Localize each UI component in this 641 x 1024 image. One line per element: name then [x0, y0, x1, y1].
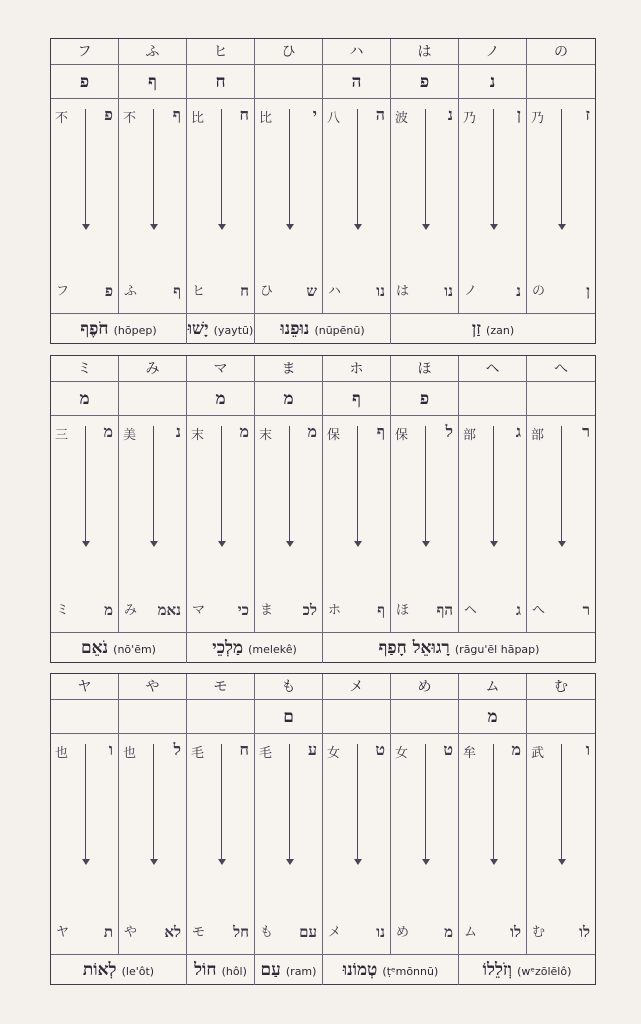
derivation-cell [391, 99, 459, 313]
kana-header-cell: ハ [323, 39, 391, 65]
kana-header-cell: ヘ [459, 356, 527, 382]
source-hebrew-letter: ח [239, 740, 249, 759]
hebrew-header-cell: פ [391, 382, 459, 416]
chart-panel-1 [50, 38, 596, 344]
result-hebrew-letter: נו [444, 282, 453, 300]
derivation-cell [323, 99, 391, 313]
hebrew-header-row [51, 382, 595, 416]
result-hebrew-letter: ן [586, 282, 590, 300]
derivation-cell [527, 734, 595, 954]
transliteration: (wᵉzōlēlô) [517, 965, 572, 978]
transliteration: (ṭᵉmōnnū) [382, 965, 439, 978]
source-kanji: 乃 [531, 111, 545, 126]
hebrew-header-cell: פ [51, 65, 119, 99]
derivation-arrow [357, 109, 358, 229]
source-hebrew-letter: מ [307, 422, 317, 441]
derivation-arrow [561, 426, 562, 546]
result-kana: ミ [56, 603, 70, 618]
source-hebrew-letter: ט [443, 740, 453, 759]
source-hebrew-letter: ע [307, 740, 317, 759]
hebrew-word: זַן [471, 319, 481, 339]
result-hebrew-letter: ש [306, 282, 317, 300]
hebrew-word: חֹפֶף [80, 319, 109, 339]
footer-word [255, 314, 391, 344]
source-kanji: 美 [123, 428, 137, 443]
hebrew-header-row [51, 700, 595, 734]
hebrew-header-cell: ף [323, 382, 391, 416]
kana-header-cell: も [255, 674, 323, 700]
result-kana: め [396, 925, 410, 940]
transliteration: (hôl) [221, 965, 247, 978]
result-hebrew-letter: ת [103, 923, 113, 941]
source-kanji: 保 [327, 428, 341, 443]
result-kana: の [532, 284, 546, 299]
chart-panel-3 [50, 673, 596, 985]
footer-word [391, 314, 595, 344]
result-hebrew-letter: נו [376, 282, 385, 300]
result-hebrew-letter: לו [510, 923, 521, 941]
source-kanji: 毛 [191, 746, 205, 761]
derivation-arrow [221, 744, 222, 864]
kana-header-cell: ヤ [51, 674, 119, 700]
hebrew-header-cell [51, 700, 119, 734]
derivation-cell [323, 734, 391, 954]
kana-header-cell: の [527, 39, 595, 65]
transliteration: (rāgu'ēl hāpap) [454, 643, 540, 656]
source-hebrew-letter: מ [239, 422, 249, 441]
source-kanji: 末 [191, 428, 205, 443]
footer-word-row [51, 313, 595, 344]
footer-word [323, 955, 459, 985]
source-kanji: 女 [395, 746, 409, 761]
derivation-cell [527, 99, 595, 313]
derivation-arrow [153, 744, 154, 864]
source-hebrew-letter: ף [376, 422, 385, 441]
result-kana: へ [532, 603, 546, 618]
footer-word [255, 955, 323, 985]
result-kana: も [260, 925, 274, 940]
hebrew-header-cell: נ [459, 65, 527, 99]
result-hebrew-letter: מ [444, 923, 453, 941]
source-kanji: 也 [123, 746, 137, 761]
derivation-cell [51, 99, 119, 313]
result-hebrew-letter: ג [516, 601, 521, 619]
source-kanji: 末 [259, 428, 273, 443]
hebrew-header-cell [187, 700, 255, 734]
footer-word [323, 633, 595, 663]
source-kanji: 武 [531, 746, 545, 761]
hebrew-word: וְזֹלֵלוֹ [482, 960, 512, 980]
kana-header-cell: マ [187, 356, 255, 382]
result-kana: メ [328, 925, 342, 940]
derivation-arrow [85, 744, 86, 864]
result-hebrew-letter: עם [299, 923, 317, 941]
source-hebrew-letter: מ [103, 422, 113, 441]
source-hebrew-letter: ן [516, 105, 521, 124]
result-hebrew-letter: מ [104, 601, 113, 619]
result-hebrew-letter: פ [104, 282, 113, 300]
source-hebrew-letter: ו [585, 740, 590, 759]
result-hebrew-letter: ר [582, 601, 590, 619]
hebrew-word: רָגוּאֵל חָפַף [378, 638, 450, 658]
result-hebrew-letter: נ [516, 282, 521, 300]
kana-header-row [51, 674, 595, 700]
source-kanji: 乃 [463, 111, 477, 126]
result-kana: や [124, 925, 138, 940]
result-kana: ひ [260, 284, 274, 299]
kana-header-cell: へ [527, 356, 595, 382]
result-kana: ふ [124, 284, 138, 299]
transliteration: (le'ôt) [121, 965, 155, 978]
source-kanji: 部 [531, 428, 545, 443]
result-kana: フ [56, 284, 70, 299]
transliteration: (yaytū) [213, 324, 254, 337]
footer-word-row [51, 954, 595, 985]
source-kanji: 比 [191, 111, 205, 126]
hebrew-header-cell [119, 382, 187, 416]
kana-header-cell: モ [187, 674, 255, 700]
kana-header-cell: フ [51, 39, 119, 65]
footer-word [187, 955, 255, 985]
footer-word [51, 314, 187, 344]
source-hebrew-letter: ז [585, 105, 590, 124]
derivation-cell [187, 99, 255, 313]
derivation-arrow [221, 426, 222, 546]
derivation-cell [119, 99, 187, 313]
hebrew-header-cell [527, 65, 595, 99]
kana-header-cell: ほ [391, 356, 459, 382]
derivation-arrow [493, 109, 494, 229]
kana-header-cell: む [527, 674, 595, 700]
transliteration: (nō'ēm) [113, 643, 156, 656]
derivation-arrow [561, 109, 562, 229]
hebrew-header-cell [527, 700, 595, 734]
derivation-cell [255, 416, 323, 632]
derivation-cell [187, 416, 255, 632]
derivation-cell [459, 416, 527, 632]
derivation-arrow [289, 109, 290, 229]
result-hebrew-letter: לו [579, 923, 590, 941]
source-kanji: 牟 [463, 746, 477, 761]
result-hebrew-letter: ח [240, 282, 249, 300]
hebrew-word: חוֹל [194, 960, 217, 980]
hebrew-header-cell: מ [187, 382, 255, 416]
kana-header-cell: ホ [323, 356, 391, 382]
derivation-body [51, 734, 595, 954]
source-kanji: 不 [123, 111, 137, 126]
source-hebrew-letter: ל [445, 422, 453, 441]
source-kanji: 波 [395, 111, 409, 126]
footer-word [51, 955, 187, 985]
source-kanji: 女 [327, 746, 341, 761]
derivation-arrow [153, 426, 154, 546]
source-hebrew-letter: ט [375, 740, 385, 759]
derivation-arrow [153, 109, 154, 229]
result-hebrew-letter: כי [237, 601, 249, 619]
kana-header-cell: ヒ [187, 39, 255, 65]
result-kana: ハ [328, 284, 342, 299]
hebrew-word: טְמוֹנוּ [342, 960, 378, 980]
chart-panel-2 [50, 355, 596, 663]
kana-header-cell: や [119, 674, 187, 700]
hebrew-word: נֹאֵם [81, 638, 109, 658]
kana-header-cell: ふ [119, 39, 187, 65]
hebrew-header-cell: ח [187, 65, 255, 99]
source-hebrew-letter: ג [515, 422, 521, 441]
source-kanji: 保 [395, 428, 409, 443]
source-hebrew-letter: נ [447, 105, 453, 124]
derivation-cell [119, 734, 187, 954]
hebrew-word: מַלְכֵי [212, 638, 244, 658]
derivation-arrow [289, 744, 290, 864]
result-hebrew-letter: ף [173, 282, 181, 300]
hebrew-header-cell: מ [51, 382, 119, 416]
result-kana: ま [260, 603, 274, 618]
kana-header-cell: ノ [459, 39, 527, 65]
derivation-cell [323, 416, 391, 632]
transliteration: (zan) [486, 324, 515, 337]
result-hebrew-letter: הף [436, 601, 453, 619]
result-kana: は [396, 284, 410, 299]
derivation-arrow [85, 426, 86, 546]
result-kana: ム [464, 925, 478, 940]
hebrew-word: עַם [260, 960, 281, 980]
result-hebrew-letter: לא [164, 923, 181, 941]
source-hebrew-letter: ף [172, 105, 181, 124]
derivation-body [51, 416, 595, 632]
derivation-cell [187, 734, 255, 954]
result-kana: ヤ [56, 925, 70, 940]
result-kana: み [124, 603, 138, 618]
hebrew-header-cell: פ [391, 65, 459, 99]
result-kana: モ [192, 925, 206, 940]
source-kanji: 部 [463, 428, 477, 443]
hebrew-header-cell [527, 382, 595, 416]
hebrew-word: יָשׁוּ [187, 319, 209, 339]
result-kana: む [532, 925, 546, 940]
result-kana: ノ [464, 284, 478, 299]
source-hebrew-letter: נ [175, 422, 181, 441]
footer-word-row [51, 632, 595, 663]
source-hebrew-letter: פ [104, 105, 113, 124]
hebrew-header-cell: מ [459, 700, 527, 734]
derivation-cell [391, 416, 459, 632]
transliteration: (nūpēnū) [314, 324, 365, 337]
derivation-cell [255, 734, 323, 954]
kana-header-cell: ム [459, 674, 527, 700]
derivation-arrow [357, 426, 358, 546]
result-hebrew-letter: נאמ [157, 601, 181, 619]
derivation-cell [51, 416, 119, 632]
derivation-arrow [85, 109, 86, 229]
footer-word [187, 314, 255, 344]
hebrew-header-row [51, 65, 595, 99]
transliteration: (hōpep) [113, 324, 157, 337]
source-hebrew-letter: ר [582, 422, 590, 441]
derivation-arrow [493, 744, 494, 864]
derivation-arrow [357, 744, 358, 864]
derivation-cell [459, 734, 527, 954]
hebrew-header-cell: ף [119, 65, 187, 99]
result-kana: ほ [396, 603, 410, 618]
source-hebrew-letter: מ [511, 740, 521, 759]
derivation-arrow [561, 744, 562, 864]
derivation-arrow [425, 744, 426, 864]
derivation-cell [51, 734, 119, 954]
source-hebrew-letter: י [312, 105, 317, 124]
derivation-arrow [425, 426, 426, 546]
kana-header-row [51, 356, 595, 382]
result-hebrew-letter: נו [376, 923, 385, 941]
kana-header-cell: メ [323, 674, 391, 700]
derivation-arrow [289, 426, 290, 546]
hebrew-header-cell [459, 382, 527, 416]
derivation-arrow [221, 109, 222, 229]
kana-header-cell: ひ [255, 39, 323, 65]
source-hebrew-letter: ו [108, 740, 113, 759]
derivation-cell [119, 416, 187, 632]
result-kana: ホ [328, 603, 342, 618]
source-kanji: 毛 [259, 746, 273, 761]
derivation-cell [255, 99, 323, 313]
derivation-cell [459, 99, 527, 313]
source-kanji: 比 [259, 111, 273, 126]
result-hebrew-letter: חל [233, 923, 249, 941]
hebrew-header-cell [255, 65, 323, 99]
hebrew-header-cell: מ [255, 382, 323, 416]
kana-header-cell: ま [255, 356, 323, 382]
source-hebrew-letter: ה [375, 105, 385, 124]
source-kanji: 三 [55, 428, 69, 443]
kana-header-cell: は [391, 39, 459, 65]
source-hebrew-letter: ל [173, 740, 181, 759]
source-kanji: 八 [327, 111, 341, 126]
derivation-cell [527, 416, 595, 632]
source-hebrew-letter: ח [239, 105, 249, 124]
source-kanji: 也 [55, 746, 69, 761]
result-kana: ヒ [192, 284, 206, 299]
kana-header-row [51, 39, 595, 65]
result-kana: ヘ [464, 603, 478, 618]
kana-header-cell: み [119, 356, 187, 382]
kana-header-cell: ミ [51, 356, 119, 382]
footer-word [459, 955, 595, 985]
hebrew-header-cell [391, 700, 459, 734]
derivation-arrow [425, 109, 426, 229]
hebrew-word: נוּפֵנוּ [280, 319, 310, 339]
footer-word [187, 633, 323, 663]
derivation-body [51, 99, 595, 313]
hebrew-word: לְאוֹת [82, 960, 117, 980]
hebrew-header-cell: ם [255, 700, 323, 734]
source-kanji: 不 [55, 111, 69, 126]
transliteration: (melekê) [248, 643, 297, 656]
hebrew-header-cell: ה [323, 65, 391, 99]
transliteration: (ram) [285, 965, 317, 978]
derivation-cell [391, 734, 459, 954]
result-hebrew-letter: ף [377, 601, 385, 619]
footer-word [51, 633, 187, 663]
hebrew-header-cell [323, 700, 391, 734]
result-hebrew-letter: לכ [302, 601, 317, 619]
derivation-arrow [493, 426, 494, 546]
hebrew-header-cell [119, 700, 187, 734]
result-kana: マ [192, 603, 206, 618]
kana-header-cell: め [391, 674, 459, 700]
